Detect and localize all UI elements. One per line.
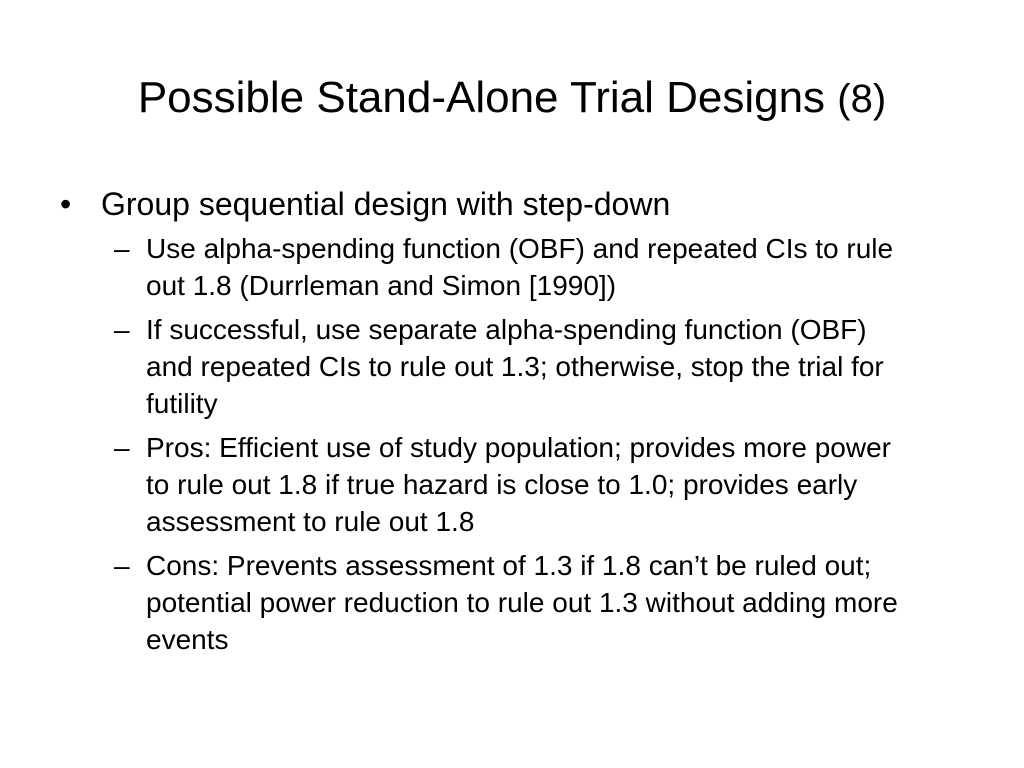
dash-marker: – bbox=[114, 550, 130, 581]
dash-marker: – bbox=[114, 314, 130, 345]
slide-title-main: Possible Stand-Alone Trial Designs bbox=[137, 73, 838, 122]
sub-bullet-list bbox=[60, 230, 980, 658]
sub-item-if-successful bbox=[60, 311, 916, 422]
sub-item-cons bbox=[60, 547, 916, 658]
sub-item-pros bbox=[60, 429, 916, 540]
sub-item-text: Use alpha-spending function (OBF) and repeated CIs to rule out 1.8 (Durrleman and Simon [1990]) bbox=[146, 233, 894, 301]
slide-title-number: (8) bbox=[837, 77, 887, 121]
slide-title bbox=[0, 68, 1024, 129]
dash-marker: – bbox=[114, 233, 130, 264]
bullet-text: Group sequential design with step-down bbox=[101, 186, 671, 222]
sub-item-text: Pros: Efficient use of study population; provides more power to rule out 1.8 if true hazard is close to 1.0; provides early assessment to rule out 1.8 bbox=[146, 432, 891, 537]
sub-item-alpha-spending bbox=[60, 230, 916, 304]
bullet-marker: • bbox=[60, 186, 72, 222]
bullet-item-group-sequential bbox=[60, 182, 980, 226]
slide-body bbox=[60, 182, 980, 665]
sub-item-text: Cons: Prevents assessment of 1.3 if 1.8 can’t be ruled out; potential power reduction to rule out 1.3 without adding more events bbox=[146, 550, 898, 655]
sub-item-text: If successful, use separate alpha-spending function (OBF) and repeated CIs to rule out 1.3; otherwise, stop the trial for futility bbox=[146, 314, 884, 419]
dash-marker: – bbox=[114, 432, 130, 463]
